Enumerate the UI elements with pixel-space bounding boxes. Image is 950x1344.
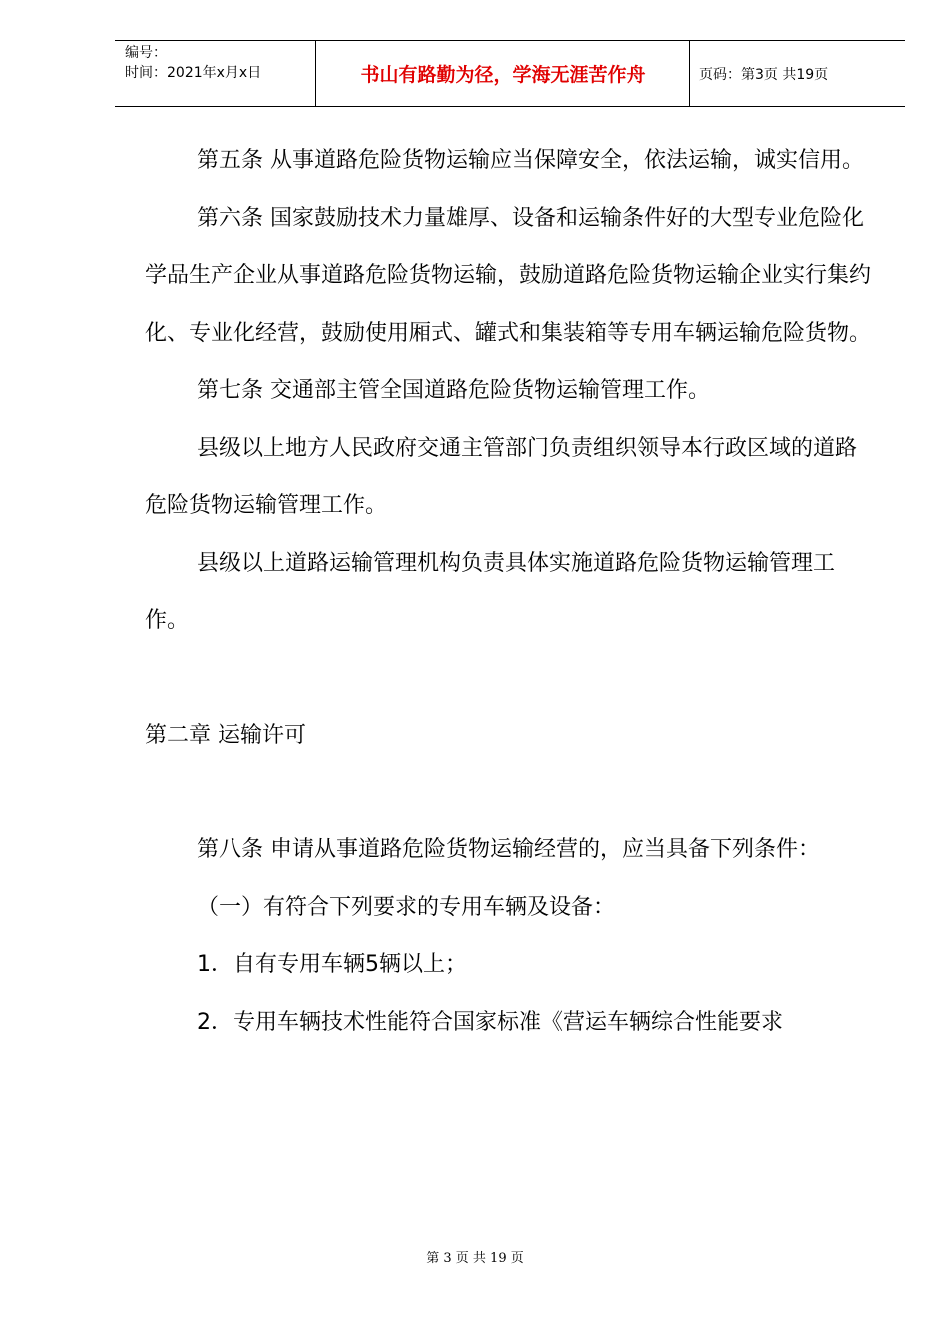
page-footer: 第 3 页 共 19 页 — [426, 1251, 524, 1266]
header-page-info: 页码：第3页 共19页 — [699, 67, 829, 83]
header-divider-left — [315, 41, 316, 106]
paragraph-county-govt: 县级以上地方人民政府交通主管部门负责组织领导本行政区域的道路危险货物运输管理工作。 — [145, 435, 858, 518]
serial-number-label: 编号： — [125, 45, 167, 61]
header-meta — [125, 43, 315, 83]
document-body — [145, 132, 875, 1051]
paragraph-county-agency: 县级以上道路运输管理机构负责具体实施道路危险货物运输管理工作。 — [145, 550, 836, 633]
paragraph-article-8: 第八条 申请从事道路危险货物运输经营的，应当具备下列条件： — [197, 837, 820, 862]
header-divider-right — [689, 41, 690, 106]
paragraph-article-7: 第七条 交通部主管全国道路危险货物运输管理工作。 — [197, 378, 710, 403]
page-header — [115, 40, 905, 107]
header-motto: 书山有路勤为径，学海无涯苦作舟 — [360, 64, 646, 86]
paragraph-article-5: 第五条 从事道路危险货物运输应当保障安全，依法运输，诚实信用。 — [197, 148, 864, 173]
paragraph-subitem-1: 1．自有专用车辆5辆以上； — [197, 952, 467, 977]
date-label: 时间：2021年x月x日 — [125, 65, 262, 81]
chapter-heading: 第二章 运输许可 — [145, 722, 306, 748]
paragraph-subitem-2: 2．专用车辆技术性能符合国家标准《营运车辆综合性能要求 — [197, 1009, 783, 1035]
paragraph-article-6: 第六条 国家鼓励技术力量雄厚、设备和运输条件好的大型专业危险化学品生产企业从事道路危险货物运输，鼓励道路危险货物运输企业实行集约化、专业化经营，鼓励使用厢式、罐式和集装箱等专用车辆运输危险货物。 — [145, 205, 872, 346]
paragraph-item-1: （一）有符合下列要求的专用车辆及设备： — [197, 894, 616, 920]
